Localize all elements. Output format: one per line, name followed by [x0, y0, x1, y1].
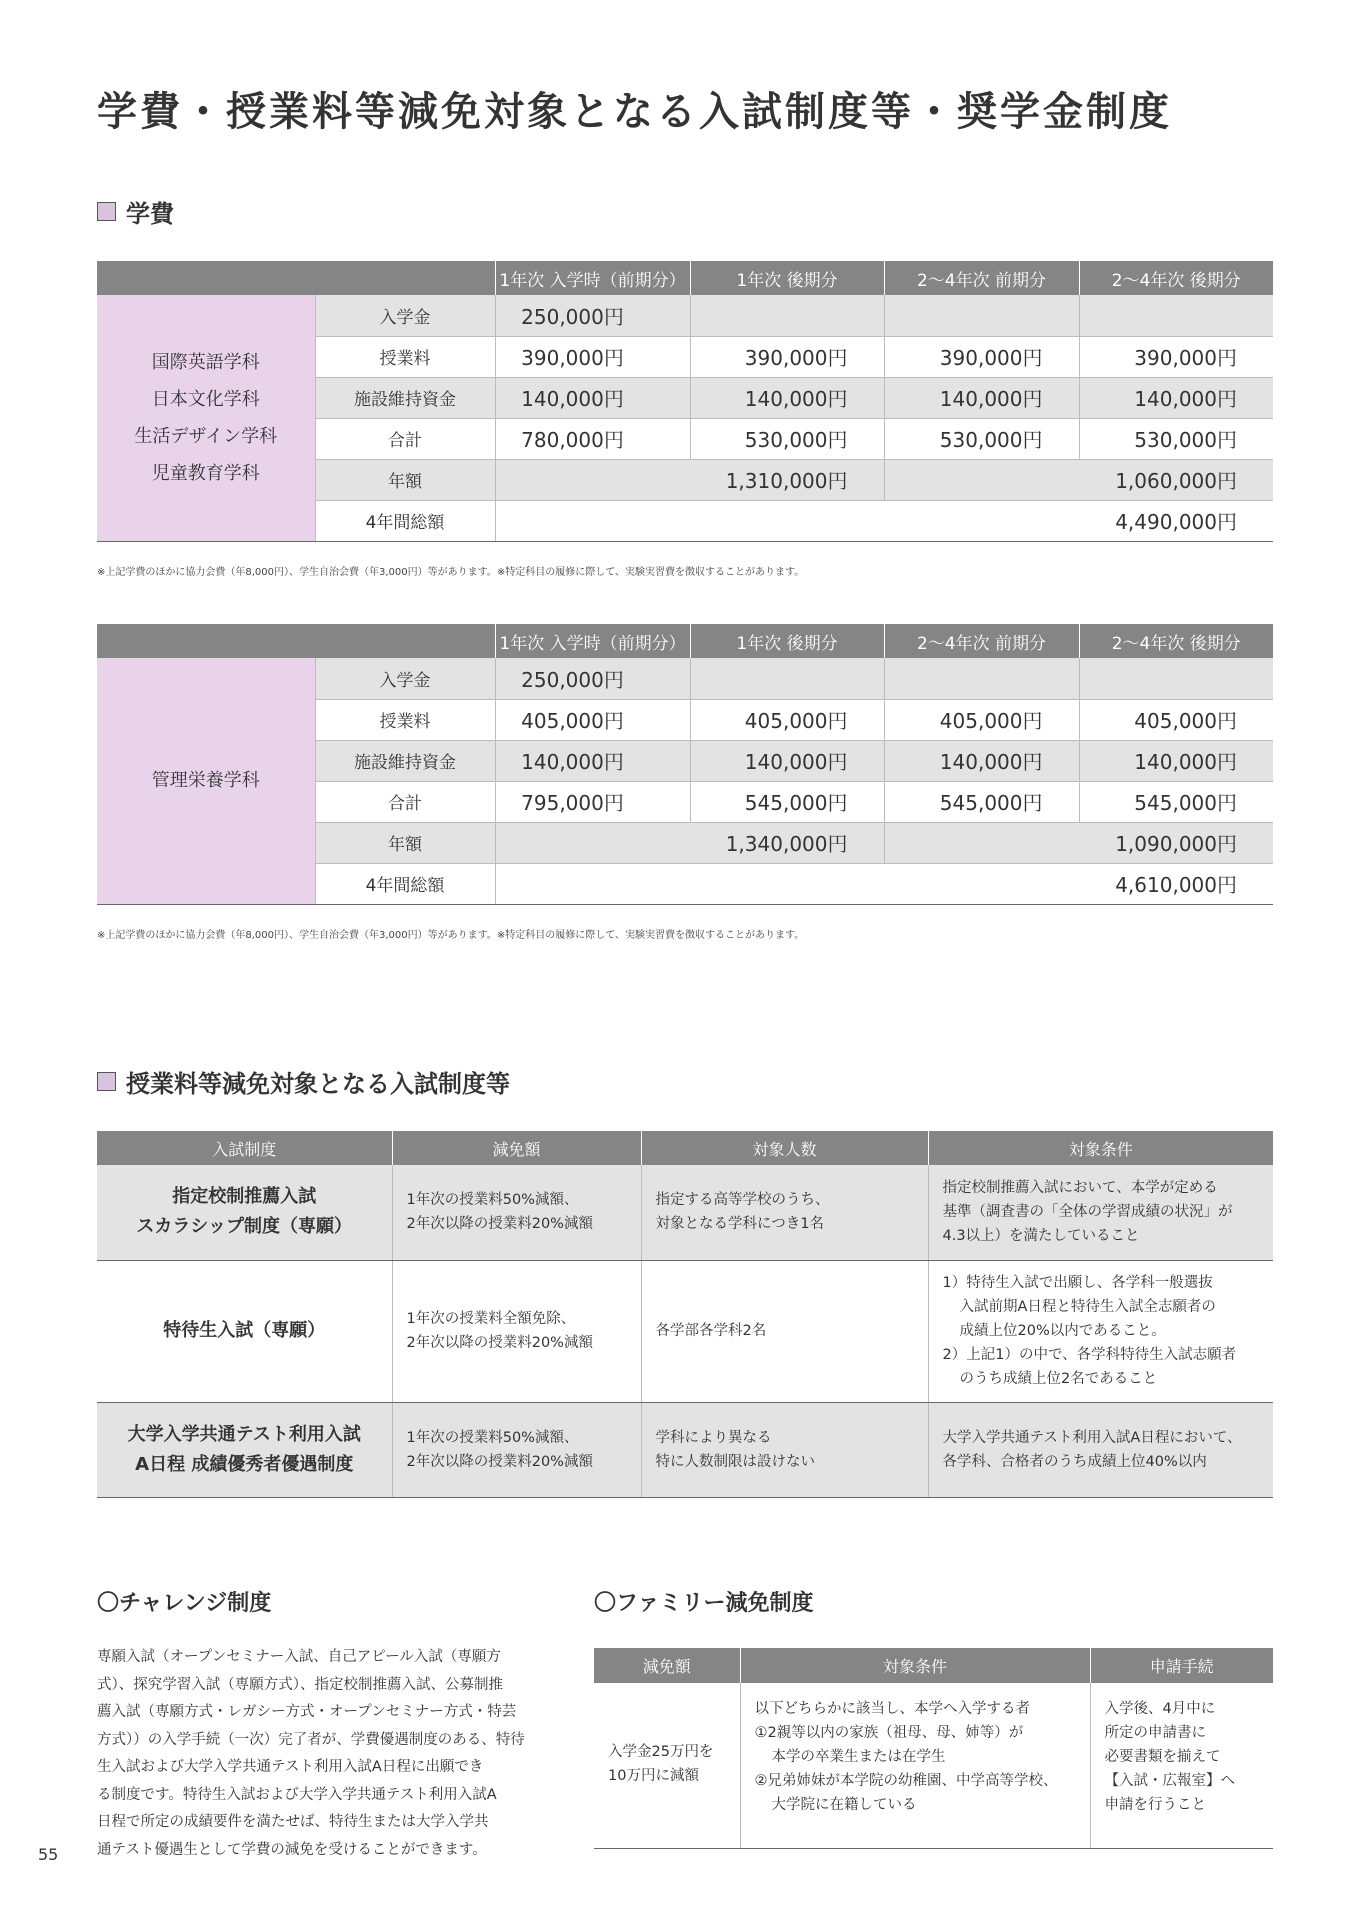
fee-item-label: 入学金: [315, 658, 495, 699]
text-line: 2年次以降の授業料20%減額: [406, 1453, 593, 1470]
exam-reduction: [392, 1402, 641, 1497]
tuition-note: ※上記学費のほかに協力会費（年8,000円）、学生自治会費（年3,000円）等があります。※特定科目の履修に際して、実験実習費を徴収することがあります。: [97, 567, 805, 578]
text-line: 1年次の授業料50%減額、: [406, 1429, 579, 1446]
text-line: 大学院に在籍している: [771, 1797, 917, 1813]
exam-reduction: [392, 1165, 641, 1260]
text-line: 対象となる学科につき1名: [655, 1216, 824, 1233]
exam-column-header: 入試制度: [97, 1131, 392, 1165]
fee-value: 140,000円: [884, 740, 1079, 781]
annual-value: 1,060,000円: [884, 459, 1273, 500]
tuition-heading: [97, 194, 174, 229]
exam-name-line: スカラシップ制度（専願）: [136, 1216, 353, 1238]
text-line: 入試前期A日程と特待生入試全志願者の: [959, 1299, 1216, 1315]
fee-value: 405,000円: [884, 699, 1079, 740]
family-column-header: 申請手続: [1090, 1648, 1273, 1683]
text-line: 生入試および大学入学共通テスト利用入試A日程に出願でき: [97, 1759, 484, 1775]
exam-heading-label: 授業料等減免対象となる入試制度等: [126, 1070, 510, 1098]
page-number: 55: [38, 1845, 59, 1864]
page-title: 学費・授業料等減免対象となる入試制度等・奨学金制度: [97, 89, 1172, 135]
four-year-total-value: 4,610,000円: [495, 863, 1273, 904]
department-cell: [97, 295, 315, 541]
fee-value-empty: [1079, 658, 1273, 699]
department-name: 生活デザイン学科: [134, 425, 278, 447]
fee-value: 405,000円: [690, 699, 884, 740]
exam-column-header: 減免額: [392, 1131, 641, 1165]
square-bullet-icon: [97, 1072, 116, 1091]
challenge-description: [97, 1644, 537, 1864]
exam-count: [641, 1402, 928, 1497]
fee-value: 140,000円: [495, 377, 690, 418]
column-header: 1年次 後期分: [690, 624, 884, 658]
fee-value: 390,000円: [1079, 336, 1273, 377]
text-line: 所定の申請書に: [1104, 1725, 1206, 1741]
challenge-heading: 〇チャレンジ制度: [97, 1591, 272, 1616]
family-procedure: [1090, 1683, 1273, 1848]
text-line: 大学入学共通テスト利用入試A日程において、: [942, 1429, 1242, 1446]
exam-condition: [928, 1260, 1273, 1402]
text-line: 式）、探究学習入試（専願方式）、指定校制推薦入試、公募制推: [97, 1676, 503, 1693]
department-name: 管理栄養学科: [151, 770, 260, 792]
fee-value-empty: [1079, 295, 1273, 336]
fee-value: 250,000円: [495, 658, 690, 699]
text-line: 指定する高等学校のうち、: [655, 1192, 830, 1209]
text-line: ②兄弟姉妹が本学院の幼稚園、中学高等学校、: [754, 1773, 1058, 1789]
fee-value: 390,000円: [884, 336, 1079, 377]
column-header: [97, 261, 495, 295]
fee-value: 140,000円: [884, 377, 1079, 418]
exam-name-line: 大学入学共通テスト利用入試: [127, 1423, 361, 1445]
fee-item-label: 授業料: [315, 336, 495, 377]
exam-condition: [928, 1402, 1273, 1497]
fee-value: 545,000円: [1079, 781, 1273, 822]
department-cell: [97, 658, 315, 904]
text-line: 申請を行うこと: [1104, 1797, 1206, 1813]
department-name: 日本文化学科: [151, 388, 260, 410]
text-line: 【入試・広報室】へ: [1104, 1773, 1235, 1789]
fee-value: 780,000円: [495, 418, 690, 459]
exam-condition: [928, 1165, 1273, 1260]
tuition-note: ※上記学費のほかに協力会費（年8,000円）、学生自治会費（年3,000円）等があります。※特定科目の履修に際して、実験実習費を徴収することがあります。: [97, 930, 805, 941]
fee-item-label: 合計: [315, 781, 495, 822]
fee-value: 390,000円: [495, 336, 690, 377]
column-header: 1年次 入学時（前期分）: [495, 261, 690, 295]
exam-column-header: 対象人数: [641, 1131, 928, 1165]
exam-count: [641, 1260, 928, 1402]
text-line: 各学部各学科2名: [655, 1323, 767, 1339]
fee-value-empty: [884, 658, 1079, 699]
text-line: 4.3以上）を満たしていること: [942, 1228, 1140, 1245]
exam-name-line: 指定校制推薦入試: [172, 1186, 317, 1208]
text-line: 2）上記1）の中で、各学科特待生入試志願者: [942, 1347, 1237, 1363]
family-column-header: 減免額: [594, 1648, 740, 1683]
fee-value: 140,000円: [690, 377, 884, 418]
exam-name: [97, 1260, 392, 1402]
exam-table: [97, 1131, 1273, 1498]
text-line: 10万円に減額: [608, 1768, 699, 1785]
fee-value: 140,000円: [690, 740, 884, 781]
text-line: る制度です。特待生入試および大学入学共通テスト利用入試A: [97, 1786, 497, 1803]
text-line: 1）特待生入試で出願し、各学科一般選抜: [942, 1275, 1213, 1291]
text-line: 以下どちらかに該当し、本学へ入学する者: [754, 1701, 1030, 1717]
text-line: 成績上位20%以内であること。: [959, 1323, 1166, 1339]
annual-value: 1,340,000円: [495, 822, 884, 863]
text-line: 指定校制推薦入試において、本学が定める: [942, 1180, 1218, 1197]
fee-value: 545,000円: [690, 781, 884, 822]
exam-name: [97, 1165, 392, 1260]
annual-value: 1,090,000円: [884, 822, 1273, 863]
exam-name-line: 特待生入試（専願）: [163, 1320, 326, 1341]
fee-value: 530,000円: [1079, 418, 1273, 459]
text-line: 日程で所定の成績要件を満たせば、特待生または大学入学共: [97, 1814, 489, 1830]
family-table: [594, 1648, 1273, 1849]
fee-value: 530,000円: [884, 418, 1079, 459]
fee-value: 405,000円: [1079, 699, 1273, 740]
fee-value-empty: [690, 658, 884, 699]
column-header: 2〜4年次 前期分: [884, 261, 1079, 295]
family-condition: [740, 1683, 1090, 1848]
fee-item-label: 合計: [315, 418, 495, 459]
department-name: 国際英語学科: [151, 351, 260, 373]
text-line: 方式））の入学手続（一次）完了者が、学費優遇制度のある、特待: [97, 1731, 525, 1748]
column-header: 2〜4年次 前期分: [884, 624, 1079, 658]
text-line: ①2親等以内の家族（祖母、母、姉等）が: [754, 1725, 1024, 1741]
column-header: 2〜4年次 後期分: [1079, 261, 1273, 295]
square-bullet-icon: [97, 202, 116, 221]
text-line: 本学の卒業生または在学生: [771, 1749, 946, 1765]
family-column-header: 対象条件: [740, 1648, 1090, 1683]
fee-item-label: 施設維持資金: [315, 740, 495, 781]
fee-value: 250,000円: [495, 295, 690, 336]
text-line: 2年次以降の授業料20%減額: [406, 1216, 593, 1233]
text-line: 学科により異なる: [655, 1429, 772, 1446]
fee-item-label: 年額: [315, 459, 495, 500]
exam-count: [641, 1165, 928, 1260]
fee-item-label: 入学金: [315, 295, 495, 336]
fee-value: 795,000円: [495, 781, 690, 822]
exam-name: [97, 1402, 392, 1497]
family-heading: 〇ファミリー減免制度: [594, 1591, 814, 1616]
exam-name-line: A日程 成績優秀者優遇制度: [135, 1453, 354, 1475]
tuition-table-1: [97, 261, 1273, 542]
fee-item-label: 4年間総額: [315, 863, 495, 904]
tuition-table-2: [97, 624, 1273, 905]
fee-value: 140,000円: [1079, 740, 1273, 781]
fee-value: 405,000円: [495, 699, 690, 740]
text-line: 専願入試（オープンセミナー入試、自己アピール入試（専願方: [97, 1649, 501, 1665]
exam-heading: [97, 1064, 510, 1099]
column-header: 2〜4年次 後期分: [1079, 624, 1273, 658]
text-line: 特に人数制限は設けない: [655, 1453, 815, 1470]
text-line: 必要書類を揃えて: [1104, 1749, 1221, 1765]
fee-value: 530,000円: [690, 418, 884, 459]
text-line: 薦入試（専願方式・レガシー方式・オープンセミナー方式・特芸: [97, 1704, 517, 1720]
fee-value: 140,000円: [495, 740, 690, 781]
column-header: [97, 624, 495, 658]
text-line: 1年次の授業料50%減額、: [406, 1192, 579, 1209]
four-year-total-value: 4,490,000円: [495, 500, 1273, 541]
text-line: 基準（調査書の「全体の学習成績の状況」が: [942, 1204, 1233, 1221]
text-line: 1年次の授業料全額免除、: [406, 1311, 576, 1327]
text-line: 入学金25万円を: [608, 1744, 714, 1761]
exam-reduction: [392, 1260, 641, 1402]
fee-item-label: 4年間総額: [315, 500, 495, 541]
exam-column-header: 対象条件: [928, 1131, 1273, 1165]
fee-item-label: 年額: [315, 822, 495, 863]
department-name: 児童教育学科: [151, 462, 260, 484]
text-line: のうち成績上位2名であること: [959, 1371, 1158, 1387]
fee-value: 545,000円: [884, 781, 1079, 822]
text-line: 通テスト優遇生として学費の減免を受けることができます。: [97, 1841, 487, 1858]
family-amount: [594, 1683, 740, 1848]
fee-item-label: 授業料: [315, 699, 495, 740]
text-line: 各学科、合格者のうち成績上位40%以内: [942, 1453, 1207, 1470]
fee-value: 390,000円: [690, 336, 884, 377]
text-line: 2年次以降の授業料20%減額: [406, 1335, 593, 1351]
fee-value-empty: [884, 295, 1079, 336]
annual-value: 1,310,000円: [495, 459, 884, 500]
column-header: 1年次 後期分: [690, 261, 884, 295]
fee-item-label: 施設維持資金: [315, 377, 495, 418]
fee-value-empty: [690, 295, 884, 336]
column-header: 1年次 入学時（前期分）: [495, 624, 690, 658]
tuition-heading-label: 学費: [126, 200, 174, 228]
fee-value: 140,000円: [1079, 377, 1273, 418]
text-line: 入学後、4月中に: [1104, 1701, 1216, 1717]
